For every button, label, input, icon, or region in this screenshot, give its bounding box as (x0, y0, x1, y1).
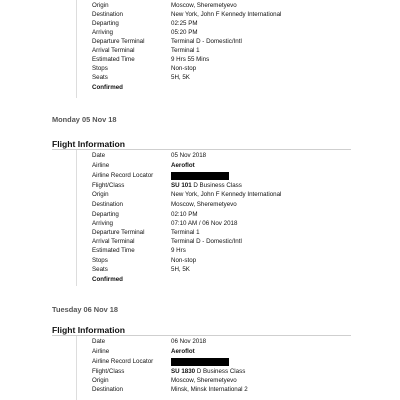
row-value: 9 Hrs (171, 247, 186, 254)
row-label: Origin (92, 191, 109, 198)
row-label: Origin (92, 377, 109, 384)
flight-class: D Business Class (195, 368, 246, 375)
date-heading: Monday 05 Nov 18 (52, 115, 117, 124)
row-value: 06 Nov 2018 (171, 338, 207, 345)
row-label: Seats (92, 266, 108, 273)
row-value: 9 Hrs 55 Mins (171, 56, 210, 63)
section-left-border (76, 150, 77, 286)
row-label: Airline Record Locator (92, 358, 154, 365)
flight-number: SU 101 (171, 182, 192, 189)
row-label: Arriving (92, 29, 113, 36)
row-value: Terminal D - Domestic/Intl (171, 38, 242, 45)
row-value: Minsk, Minsk International 2 (171, 386, 248, 393)
row-value: Moscow, Sheremetyevo (171, 2, 237, 9)
airline-name: Aeroflot (171, 162, 195, 169)
row-label: Destination (92, 201, 123, 208)
section-title: Flight Information (52, 325, 126, 335)
row-label: Estimated Time (92, 247, 135, 254)
row-label: Estimated Time (92, 56, 135, 63)
redacted-block (171, 172, 229, 180)
row-value: 02:10 PM (171, 211, 198, 218)
row-value: Terminal 1 (171, 229, 200, 236)
row-value: Non-stop (171, 257, 197, 264)
row-label: Flight/Class (92, 182, 125, 189)
row-label: Date (92, 152, 106, 159)
section-title: Flight Information (52, 139, 126, 149)
date-heading: Tuesday 06 Nov 18 (52, 305, 118, 314)
booking-status: Confirmed (92, 276, 123, 283)
row-label: Seats (92, 74, 108, 81)
row-value: New York, John F Kennedy International (171, 191, 282, 198)
row-label: Departing (92, 20, 119, 27)
section-left-border (76, 0, 77, 98)
row-value: Moscow, Sheremetyevo (171, 201, 237, 208)
section-left-border (76, 336, 77, 400)
section-divider (52, 149, 351, 150)
row-label: Stops (92, 65, 108, 72)
row-value: New York, John F Kennedy International (171, 11, 282, 18)
row-value: Terminal D - Domestic/Intl (171, 238, 242, 245)
row-label: Arriving (92, 220, 113, 227)
row-value: 5H, 5K (171, 74, 190, 81)
row-label: Date (92, 338, 106, 345)
booking-status: Confirmed (92, 84, 123, 91)
row-value: Terminal 1 (171, 47, 200, 54)
row-value: 02:25 PM (171, 20, 198, 27)
row-value: Moscow, Sheremetyevo (171, 377, 237, 384)
flight-number: SU 1830 (171, 368, 196, 375)
row-label: Flight/Class (92, 368, 125, 375)
row-label: Airline (92, 348, 110, 355)
row-label: Departing (92, 211, 119, 218)
row-label: Departure Terminal (92, 38, 145, 45)
row-value: Non-stop (171, 65, 197, 72)
row-label: Arrival Terminal (92, 47, 135, 54)
row-value: 07:10 AM / 06 Nov 2018 (171, 220, 238, 227)
row-label: Airline (92, 162, 110, 169)
row-label: Departure Terminal (92, 229, 145, 236)
row-label: Airline Record Locator (92, 172, 154, 179)
row-label: Origin (92, 2, 109, 9)
redacted-block (171, 358, 229, 366)
row-value: 5H, 5K (171, 266, 190, 273)
row-label: Stops (92, 257, 108, 264)
row-label: Destination (92, 386, 123, 393)
section-divider (52, 335, 351, 336)
row-label: Destination (92, 11, 123, 18)
row-value: 05 Nov 2018 (171, 152, 207, 159)
row-label: Arrival Terminal (92, 238, 135, 245)
flight-class: D Business Class (191, 182, 242, 189)
airline-name: Aeroflot (171, 348, 195, 355)
row-value: 05:20 PM (171, 29, 198, 36)
